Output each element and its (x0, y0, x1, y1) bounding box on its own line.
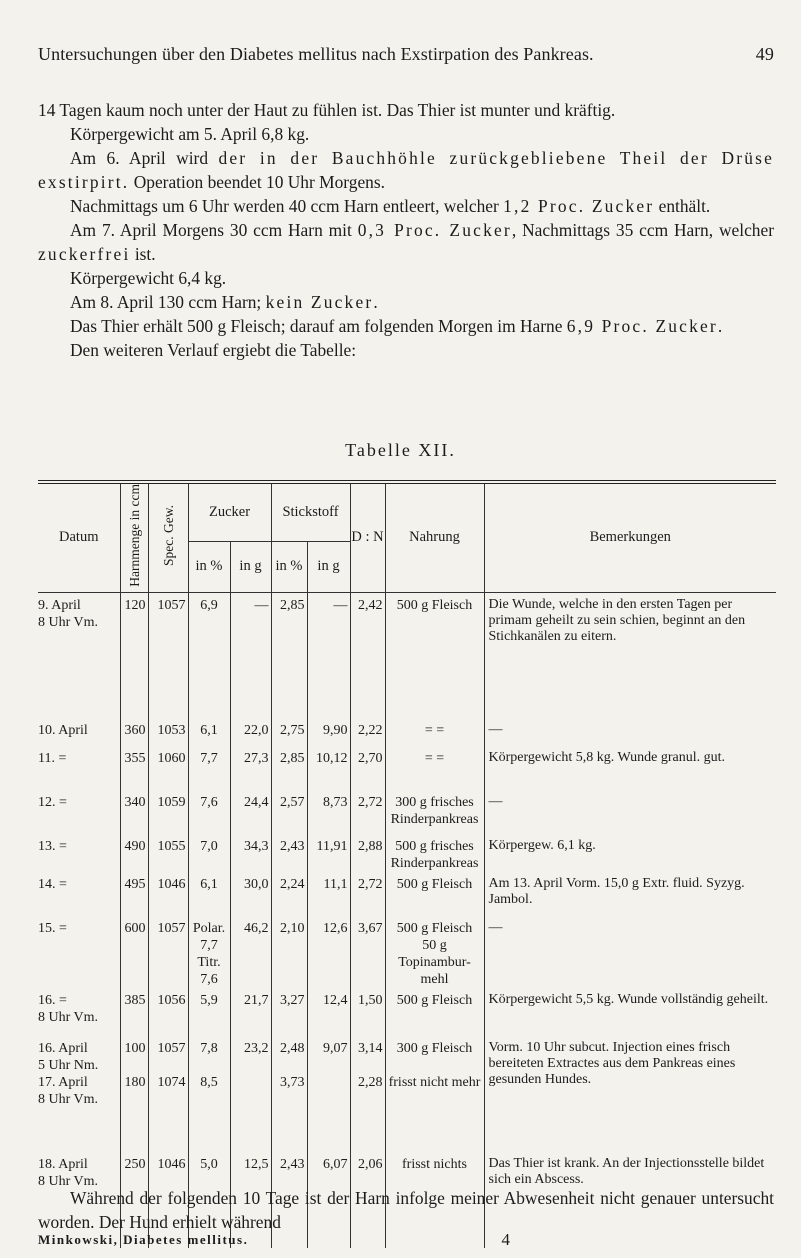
cell-stickstoff-pct: 2,43 (271, 1152, 307, 1248)
cell-stickstoff-pct: 2,10 (271, 916, 307, 988)
text-run: Nachmittags um 6 Uhr werden 40 ccm Harn entleert, welcher (70, 196, 504, 216)
harnmenge-label: Harnmenge in ccm (126, 484, 142, 587)
text-run: Das Thier erhält 500 g Fleisch; darauf am folgenden Morgen im Harne (70, 316, 567, 336)
cell-zucker-g: 34,3 (230, 834, 271, 872)
footer-author: Minkowski, Diabetes mellitus. (38, 1232, 249, 1247)
emphasized-text: 0,3 Proc. Zucker (357, 220, 512, 240)
cell-nahrung: = = (385, 746, 484, 790)
cell-zucker-g: 30,0 (230, 872, 271, 916)
col-zucker-g: in g (230, 541, 271, 592)
text-run: enthält. (654, 196, 711, 216)
text-run: Am 6. April wird (70, 148, 219, 168)
text-run: 14 Tagen kaum noch unter der Haut zu fühlen ist. Das Thier ist munter und kräftig. (38, 100, 616, 120)
cell-datum: 14. = (38, 877, 67, 893)
cell-stickstoff-pct: 2,57 (271, 790, 307, 834)
text-run: Körpergewicht am 5. April 6,8 kg. (70, 124, 310, 144)
cell-harnmenge: 385 (120, 988, 148, 1036)
cell-nahrung: 500 g frisches Rinderpankreas (385, 834, 484, 872)
page-footer (38, 1232, 774, 1249)
cell-harnmenge: 340 (120, 790, 148, 834)
cell-bemerkungen: Körpergewicht 5,5 kg. Wunde vollständig geheilt. (484, 988, 776, 1036)
cell-stickstoff-pct: 2,85 (271, 592, 307, 718)
running-title: Untersuchungen über den Diabetes mellitus nach Exstirpation des Pankreas. (38, 44, 594, 64)
cell-nahrung: frisst nichts (385, 1152, 484, 1248)
text-run: Körpergewicht 6,4 kg. (70, 268, 227, 288)
cell-dn: 2,70 (350, 746, 385, 790)
cell-dn: 2,88 (350, 834, 385, 872)
table-row (38, 790, 776, 834)
col-zucker-pct: in % (188, 541, 230, 592)
cell-stickstoff-g: 12,4 (307, 988, 350, 1036)
cell-harnmenge: 600 (120, 916, 148, 988)
cell-spec-gew: 1059 (148, 790, 188, 834)
cell-zucker-g: 12,5 (230, 1152, 271, 1248)
cell-stickstoff-g: 9,07 (307, 1036, 350, 1152)
closing-text (38, 1186, 774, 1234)
cell-dn: 2,72 (350, 872, 385, 916)
cell-zucker-pct: 5,9 (188, 988, 230, 1036)
text-run: ist. (130, 244, 156, 264)
cell-zucker-pct: 7,0 (188, 834, 230, 872)
cell-harnmenge: 360 (120, 718, 148, 746)
col-bemerkungen: Bemerkungen (484, 484, 776, 592)
cell-datum: 16. = 8 Uhr Vm. (38, 993, 99, 1026)
cell-bemerkungen: Die Wunde, welche in den ersten Tagen per primam geheilt zu sein schien, beginnt an den Stichkanälen zu eitern. (484, 592, 776, 718)
cell-nahrung: 500 g Fleisch (385, 988, 484, 1036)
cell-stickstoff-g: 11,91 (307, 834, 350, 872)
cell-spec-gew: 1057 (148, 592, 188, 718)
cell-zucker-g: 23,2 (230, 1036, 271, 1152)
table-row (38, 592, 776, 718)
cell-harnmenge: 490 (120, 834, 148, 872)
cell-nahrung: 300 g Fleisch frisst nicht mehr (385, 1036, 484, 1152)
cell-zucker-pct: 7,7 (188, 746, 230, 790)
cell-bemerkungen: — (484, 718, 776, 746)
body-paragraph (38, 122, 774, 146)
cell-nahrung: 500 g Fleisch (385, 872, 484, 916)
cell-stickstoff-pct: 2,24 (271, 872, 307, 916)
cell-spec-gew: 1055 (148, 834, 188, 872)
cell-harnmenge: 495 (120, 872, 148, 916)
cell-dn: 2,42 (350, 592, 385, 718)
cell-zucker-g: 27,3 (230, 746, 271, 790)
text-run: Den weiteren Verlauf ergiebt die Tabelle: (70, 340, 357, 360)
cell-dn: 1,50 (350, 988, 385, 1036)
cell-dn: 3,67 (350, 916, 385, 988)
cell-zucker-pct: 5,0 (188, 1152, 230, 1248)
cell-zucker-g: 24,4 (230, 790, 271, 834)
col-dn: D : N (350, 484, 385, 592)
text-run: Am 8. April 130 ccm Harn; (70, 292, 266, 312)
closing-paragraph: Während der folgenden 10 Tage ist der Harn infolge meiner Abwesenheit nicht genauer untersucht worden. Der Hund erhielt während (38, 1188, 774, 1232)
cell-zucker-g: 46,2 (230, 916, 271, 988)
text-run: . (717, 316, 723, 336)
body-paragraph (38, 146, 774, 194)
emphasized-text: kein Zucker (265, 292, 374, 312)
table-row (38, 988, 776, 1036)
table-row (38, 916, 776, 988)
table-row (38, 746, 776, 790)
table-body (38, 592, 776, 1248)
emphasized-text: zuckerfrei (38, 244, 131, 264)
cell-stickstoff-pct: 2,75 (271, 718, 307, 746)
col-harnmenge (120, 484, 148, 592)
cell-bemerkungen: Körpergew. 6,1 kg. (484, 834, 776, 872)
col-stickstoff-pct: in % (271, 541, 307, 592)
cell-dn: 2,72 (350, 790, 385, 834)
signature-mark: 4 (501, 1230, 510, 1249)
col-nahrung: Nahrung (385, 484, 484, 592)
cell-spec-gew: 1046 (148, 1152, 188, 1248)
cell-nahrung: 500 g Fleisch 50 g Topinambur-mehl (385, 916, 484, 988)
text-run: Operation beendet 10 Uhr Morgens. (129, 172, 385, 192)
text-run: , Nachmittags 35 ccm Harn, welcher (511, 220, 775, 240)
cell-stickstoff-pct: 2,48 3,73 (271, 1036, 307, 1152)
cell-zucker-pct: 6,1 (188, 718, 230, 746)
cell-stickstoff-pct: 2,85 (271, 746, 307, 790)
cell-harnmenge: 355 (120, 746, 148, 790)
cell-bemerkungen: Vorm. 10 Uhr subcut. Injection eines frisch bereiteten Extractes aus dem Pankreas eines gesunden Hundes. (484, 1036, 776, 1152)
cell-zucker-pct: 7,6 (188, 790, 230, 834)
table-caption: Tabelle XII. (345, 440, 456, 460)
cell-nahrung: 300 g frisches Rinderpankreas (385, 790, 484, 834)
cell-spec-gew: 1057 (148, 916, 188, 988)
body-paragraph (38, 314, 774, 338)
cell-spec-gew: 1053 (148, 718, 188, 746)
cell-harnmenge: 100 180 (120, 1036, 148, 1152)
cell-bemerkungen: — (484, 916, 776, 988)
cell-stickstoff-g: 6,07 (307, 1152, 350, 1248)
body-paragraph (38, 98, 774, 122)
cell-stickstoff-pct: 3,27 (271, 988, 307, 1036)
data-table (38, 484, 776, 1248)
cell-zucker-pct: 6,9 (188, 592, 230, 718)
body-paragraph (38, 266, 774, 290)
cell-datum: 16. April 5 Uhr Nm. 17. April 8 Uhr Vm. (38, 1041, 99, 1108)
cell-dn: 3,14 2,28 (350, 1036, 385, 1152)
cell-spec-gew: 1057 1074 (148, 1036, 188, 1152)
cell-dn: 2,22 (350, 718, 385, 746)
cell-bemerkungen: — (484, 790, 776, 834)
emphasized-text: der in der Bauchhöhle zurückgebliebene Theil der Drüse exstirpirt. (38, 148, 774, 192)
cell-dn: 2,06 (350, 1152, 385, 1248)
cell-zucker-pct: Polar. 7,7 Titr. 7,6 (188, 916, 230, 988)
cell-stickstoff-g: 12,6 (307, 916, 350, 988)
cell-datum: 9. April 8 Uhr Vm. (38, 597, 99, 630)
text-run: . (373, 292, 378, 312)
table-row (38, 872, 776, 916)
col-zucker: Zucker (188, 484, 271, 541)
cell-stickstoff-g: — (307, 592, 350, 718)
cell-stickstoff-g: 8,73 (307, 790, 350, 834)
col-spec-gew (148, 484, 188, 592)
table-row (38, 718, 776, 746)
cell-nahrung: 500 g Fleisch (385, 592, 484, 718)
running-header (38, 44, 774, 65)
cell-zucker-g: 21,7 (230, 988, 271, 1036)
spec-gew-label: Spec. Gew. (160, 504, 176, 566)
body-paragraph (38, 218, 774, 266)
page-number: 49 (755, 44, 774, 64)
cell-datum: 18. April 8 Uhr Vm. (38, 1157, 99, 1190)
cell-datum: 11. = (38, 751, 67, 767)
cell-harnmenge: 250 (120, 1152, 148, 1248)
cell-datum: 10. April (38, 723, 88, 739)
table-wrapper (38, 480, 776, 1248)
cell-bemerkungen: Am 13. April Vorm. 15,0 g Extr. fluid. Syzyg. Jambol. (484, 872, 776, 916)
emphasized-text: 1,2 Proc. Zucker (503, 196, 655, 216)
cell-zucker-g: — (230, 592, 271, 718)
body-paragraph (38, 290, 774, 314)
col-stickstoff: Stickstoff (271, 484, 350, 541)
emphasized-text: 6,9 Proc. Zucker (566, 316, 718, 336)
cell-zucker-pct: 6,1 (188, 872, 230, 916)
cell-spec-gew: 1046 (148, 872, 188, 916)
cell-spec-gew: 1056 (148, 988, 188, 1036)
table-row (38, 834, 776, 872)
cell-nahrung: = = (385, 718, 484, 746)
cell-bemerkungen: Körpergewicht 5,8 kg. Wunde granul. gut. (484, 746, 776, 790)
cell-spec-gew: 1060 (148, 746, 188, 790)
cell-stickstoff-pct: 2,43 (271, 834, 307, 872)
text-run: Am 7. April Morgens 30 ccm Harn mit (70, 220, 358, 240)
cell-harnmenge: 120 (120, 592, 148, 718)
cell-datum: 15. = (38, 921, 67, 937)
cell-stickstoff-g: 11,1 (307, 872, 350, 916)
cell-stickstoff-g: 9,90 (307, 718, 350, 746)
col-stickstoff-g: in g (307, 541, 350, 592)
table-row (38, 1036, 776, 1152)
cell-datum: 12. = (38, 795, 67, 811)
cell-datum: 13. = (38, 839, 67, 855)
cell-zucker-pct: 7,8 8,5 (188, 1036, 230, 1152)
body-paragraph (38, 194, 774, 218)
body-text (38, 98, 774, 362)
body-paragraph (38, 338, 774, 362)
cell-bemerkungen: Das Thier ist krank. An der Injectionsstelle bildet sich ein Abscess. (484, 1152, 776, 1248)
col-datum: Datum (38, 484, 120, 592)
cell-stickstoff-g: 10,12 (307, 746, 350, 790)
cell-zucker-g: 22,0 (230, 718, 271, 746)
